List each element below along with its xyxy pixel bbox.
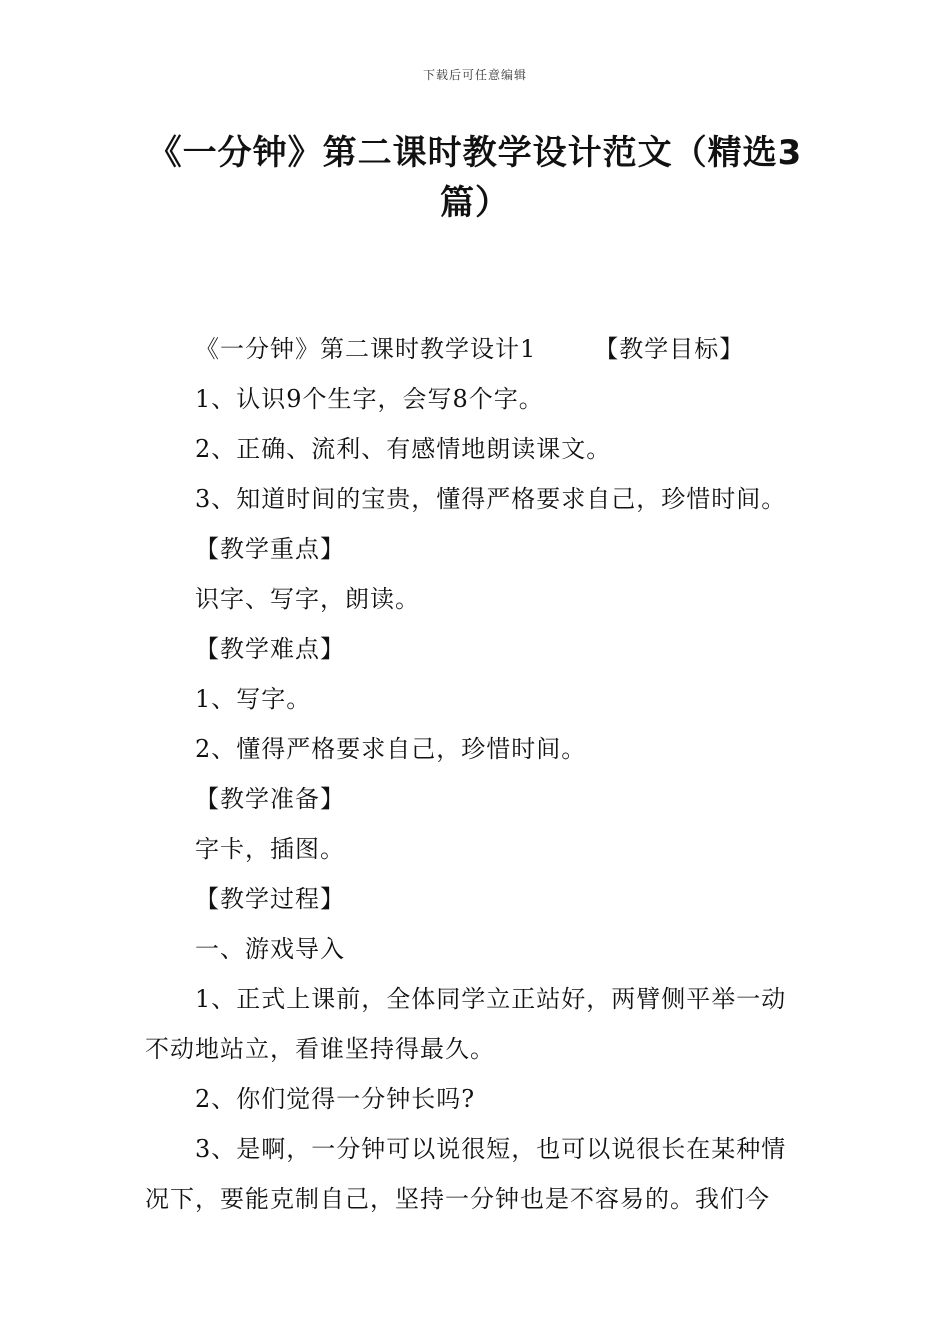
paragraph-preparation: 字卡，插图。 (195, 835, 345, 863)
section-heading-key-points: 【教学重点】 (195, 535, 345, 563)
section-heading-preparation: 【教学准备】 (195, 785, 345, 813)
paragraph-difficulty-2: 2、懂得严格要求自己，珍惜时间。 (195, 735, 587, 763)
step-heading-game-intro: 一、游戏导入 (195, 935, 345, 963)
lesson-subtitle: 《一分钟》第二课时教学设计1 (195, 335, 537, 363)
section-heading-process: 【教学过程】 (195, 885, 345, 913)
section-heading-difficulties: 【教学难点】 (195, 635, 345, 663)
paragraph-step-3: 3、是啊，一分钟可以说很短，也可以说很长在某种情况下，要能克制自己，坚持一分钟也是不容易的。我们今 (145, 1135, 787, 1213)
paragraph-goal-1: 1、认识9个生字，会写8个字。 (195, 385, 544, 413)
paragraph-key-points: 识字、写字，朗读。 (195, 585, 420, 613)
header-note: 下载后可任意编辑 (422, 68, 527, 82)
paragraph-goal-3: 3、知道时间的宝贵，懂得严格要求自己，珍惜时间。 (195, 485, 787, 513)
section-heading-goals: 【教学目标】 (594, 335, 745, 363)
document-title: 《一分钟》第二课时教学设计范文（精选3篇） (147, 133, 803, 223)
paragraph-step-1: 1、正式上课前，全体同学立正站好，两臂侧平举一动不动地站立，看谁坚持得最久。 (145, 985, 787, 1063)
intro-paragraph (145, 324, 810, 374)
paragraph-step-2: 2、你们觉得一分钟长吗? (195, 1085, 476, 1113)
document-body (145, 324, 810, 1224)
paragraph-goal-2: 2、正确、流利、有感情地朗读课文。 (195, 435, 612, 463)
paragraph-difficulty-1: 1、写字。 (195, 685, 312, 713)
